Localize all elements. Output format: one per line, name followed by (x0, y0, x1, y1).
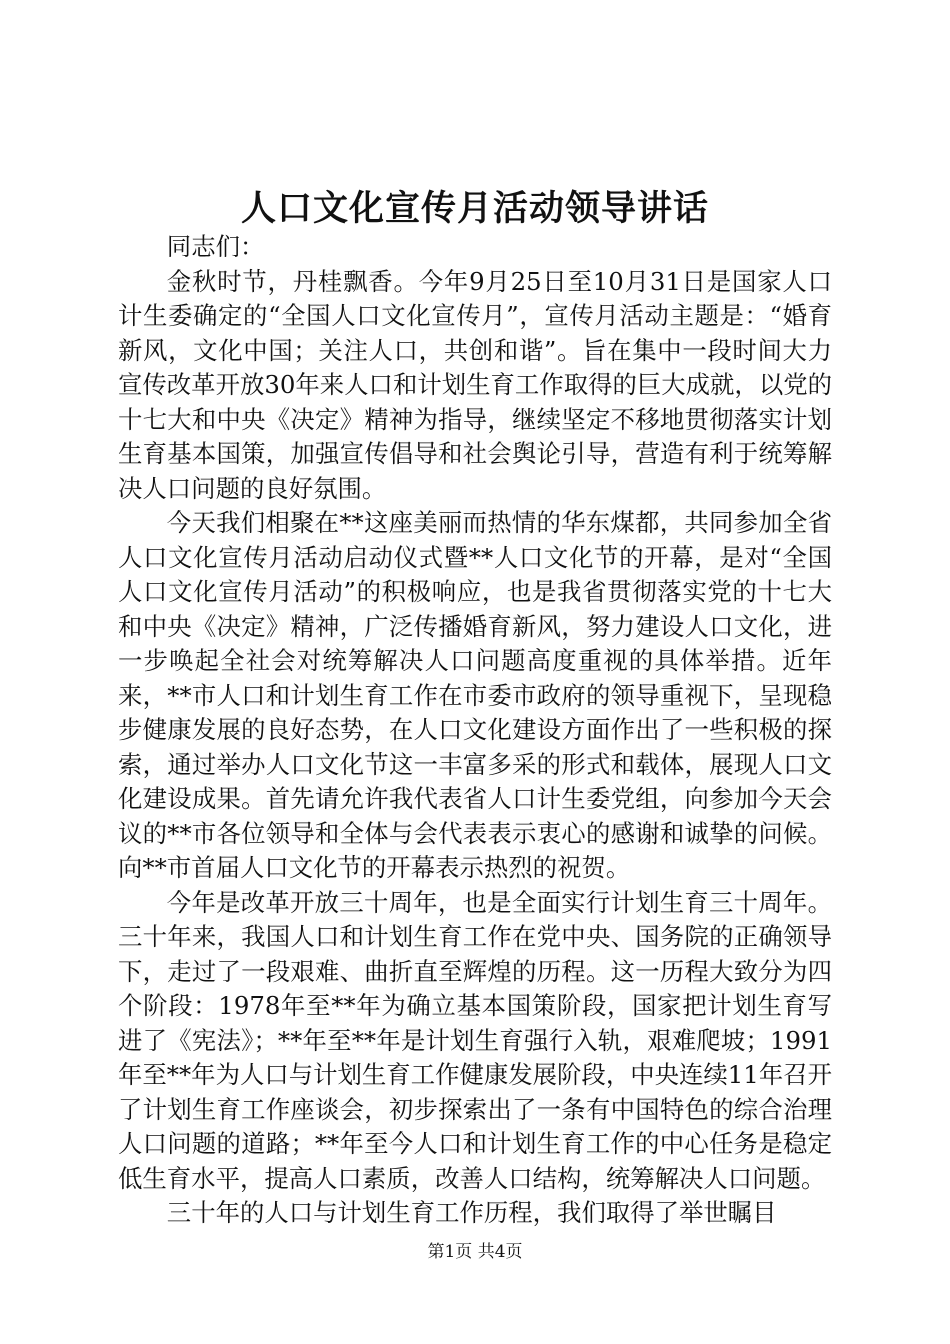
paragraph-1: 金秋时节，丹桂飘香。今年9月25日至10月31日是国家人口计生委确定的“全国人口文化宣传月”，宣传月活动主题是：“婚育新风，文化中国；关注人口，共创和谐”。旨在集中一段时间大力宣传改革开放30年来人口和计划生育工作取得的巨大成就，以党的十七大和中央《决定》精神为指导，继续坚定不移地贯彻落实计划生育基本国策，加强宣传倡导和社会舆论引导，营造有利于统筹解决人口问题的良好氛围。 (118, 266, 832, 503)
document-title: 人口文化宣传月活动领导讲话 (240, 188, 709, 229)
paragraph-3: 今年是改革开放三十周年，也是全面实行计划生育三十周年。三十年来，我国人口和计划生育工作在党中央、国务院的正确领导下，走过了一段艰难、曲折直至辉煌的历程。这一历程大致分为四个阶段：1978年至**年为确立基本国策阶段，国家把计划生育写进了《宪法》；**年至**年是计划生育强行入轨，艰难爬坡；1991年至**年为人口与计划生育工作健康发展阶段，中央连续11年召开了计划生育工作座谈会，初步探索出了一条有中国特色的综合治理人口问题的道路；**年至今人口和计划生育工作的中心任务是稳定低生育水平，提高人口素质，改善人口结构，统筹解决人口问题。 (118, 887, 832, 1193)
paragraph-2: 今天我们相聚在**这座美丽而热情的华东煤都，共同参加全省人口文化宣传月活动启动仪式暨**人口文化节的开幕，是对“全国人口文化宣传月活动”的积极响应，也是我省贯彻落实党的十七大和中央《决定》精神，广泛传播婚育新风，努力建设人口文化，进一步唤起全社会对统筹解决人口问题高度重视的具体举措。近年来，**市人口和计划生育工作在市委市政府的领导重视下，呈现稳步健康发展的良好态势，在人口文化建设方面作出了一些积极的探索，通过举办人口文化节这一丰富多采的形式和载体，展现人口文化建设成果。首先请允许我代表省人口计生委党组，向参加今天会议的**市各位领导和全体与会代表表示衷心的感谢和诚挚的问候。向**市首届人口文化节的开幕表示热烈的祝贺。 (118, 508, 832, 882)
page-footer: 第1页 共4页 (427, 1242, 523, 1262)
salutation: 同志们： (166, 232, 265, 261)
paragraph-4: 三十年的人口与计划生育工作历程，我们取得了举世瞩目 (166, 1198, 777, 1227)
document-body (118, 230, 832, 1231)
